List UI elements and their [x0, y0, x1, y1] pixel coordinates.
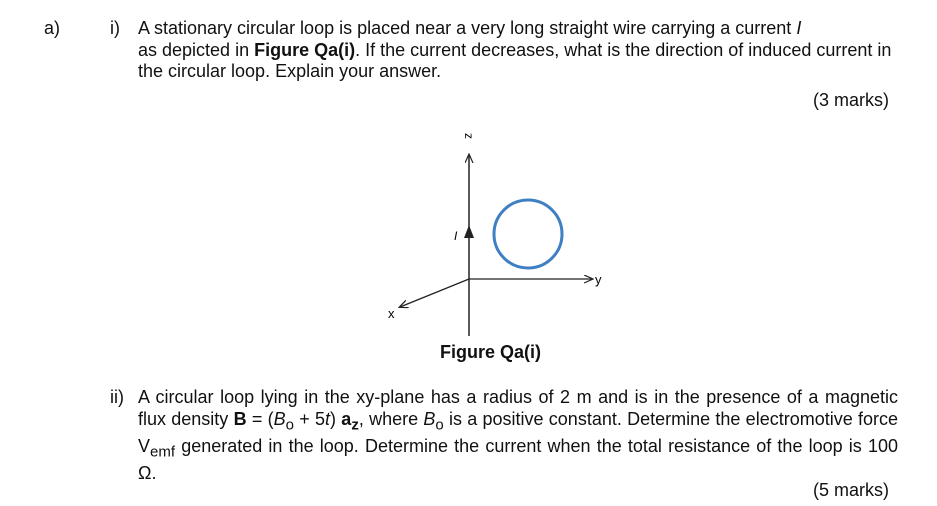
- q2-text-7: generated in the loop. Determine the current when the total resistance of the loop is 100 Ω.: [138, 435, 898, 483]
- current-arrowhead: [464, 225, 474, 238]
- q1-text-part-1: A stationary circular loop is placed near a very long straight wire carrying a current: [138, 18, 797, 38]
- figure-caption: Figure Qa(i): [440, 342, 542, 362]
- q2-bo-subscript-2: o: [435, 416, 444, 434]
- question-1-marks: (3 marks): [813, 90, 889, 110]
- z-axis-label: z: [462, 133, 476, 139]
- x-axis: [400, 279, 469, 307]
- circular-loop: [494, 200, 562, 268]
- q2-t-symbol: t: [325, 408, 331, 429]
- q2-bo-symbol-2: B: [423, 408, 436, 429]
- q2-a-symbol: a: [341, 408, 352, 429]
- q2-text-4: ): [330, 408, 342, 429]
- q2-text-3: + 5: [293, 408, 326, 429]
- q1-text-part-2: as depicted in: [138, 39, 255, 60]
- q1-figure-reference: Figure Qa(i): [254, 39, 356, 60]
- q1-current-variable: I: [796, 18, 802, 38]
- q2-text-2: = (: [246, 408, 274, 429]
- q2-text-1: A circular loop lying in the xy-plane has a radius of 2 m and is in the presence of a magnetic flux density: [138, 387, 898, 429]
- question-2-marks: (5 marks): [813, 480, 889, 500]
- q1-text-part-3: . If the current decreases, what is the direction of induced current in the circular loop. Explain your answer.: [138, 39, 892, 81]
- q2-emf-subscript: emf: [150, 443, 176, 461]
- q2-bo-symbol: B: [273, 408, 286, 429]
- y-axis-label: y: [595, 272, 602, 287]
- question-1-label: i): [110, 18, 120, 38]
- q2-text-5: , where: [358, 408, 424, 429]
- q2-b-symbol: B: [233, 408, 247, 429]
- x-axis-label: x: [388, 306, 395, 321]
- current-label: I: [454, 229, 458, 243]
- q2-bo-subscript: o: [285, 416, 294, 434]
- part-label: a): [44, 18, 61, 38]
- q2-z-subscript: z: [351, 416, 359, 434]
- question-2-label: ii): [110, 387, 124, 407]
- question-2-text: [138, 387, 898, 484]
- q2-text-6: is a positive constant. Determine the electromotive force V: [138, 408, 898, 456]
